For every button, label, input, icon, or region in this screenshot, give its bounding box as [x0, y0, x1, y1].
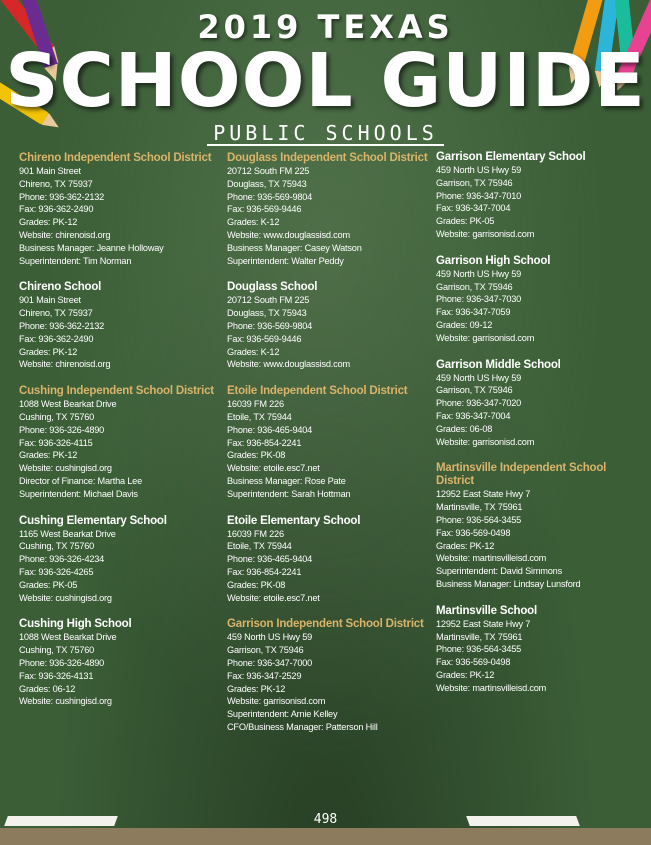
entry-detail-line: Website: martinsvilleisd.com	[436, 682, 547, 693]
entry-detail-line: 459 North US Hwy 59	[436, 165, 522, 175]
entry-detail-line: Fax: 936-854-2241	[227, 566, 302, 577]
entry-detail-line: Grades: PK-12	[436, 540, 495, 551]
entry-detail-line: 901 Main Street	[19, 166, 81, 176]
entry-detail-line: Fax: 936-347-7059	[436, 307, 511, 318]
entry-detail-line: Chireno, TX 75937	[19, 308, 93, 319]
entry-detail-line: Business Manager: Casey Watson	[227, 242, 362, 253]
entry-detail-line: Phone: 936-326-4890	[19, 657, 105, 668]
entry-detail-line: Superintendent: David Simmons	[436, 566, 562, 577]
entry-detail-line: Grades: 09-12	[436, 319, 493, 330]
district-name: Garrison Independent School District	[227, 618, 424, 631]
column-2	[227, 152, 432, 748]
entry-detail-line: Fax: 936-362-2490	[19, 333, 94, 344]
entry-detail-line: Superintendent: Sarah Hottman	[227, 488, 351, 499]
entry-detail-line: Douglass, TX 75943	[227, 178, 307, 189]
school-entry	[19, 515, 224, 605]
entry-detail-line: Phone: 936-362-2132	[19, 320, 105, 331]
school-name: Douglass School	[227, 281, 318, 294]
school-entry	[436, 605, 641, 695]
entry-detail-line: Martinsville, TX 75961	[436, 631, 523, 642]
entry-detail-line: Website: chirenoisd.org	[19, 359, 111, 370]
entry-detail-line: Website: etoile.esc7.net	[227, 463, 320, 474]
page-header	[0, 8, 651, 146]
entry-detail-line: Grades: K-12	[227, 346, 280, 357]
entry-detail-line: Director of Finance: Martha Lee	[19, 475, 142, 486]
entry-detail-line: Garrison, TX 75946	[436, 281, 513, 292]
entry-detail-line: Grades: PK-12	[436, 669, 495, 680]
school-name: Garrison Elementary School	[436, 151, 586, 163]
entry-detail-line: CFO/Business Manager: Patterson Hill	[227, 721, 378, 732]
entry-detail-line: 20712 South FM 225	[227, 295, 310, 306]
school-entry	[436, 359, 641, 449]
entry-detail-line: Phone: 936-347-7020	[436, 398, 522, 409]
entry-detail-line: Garrison, TX 75946	[227, 645, 304, 656]
entry-detail-line: Garrison, TX 75946	[436, 385, 513, 396]
page-number: 498	[313, 812, 338, 827]
entry-detail-line: Fax: 936-347-7004	[436, 410, 511, 421]
entry-detail-line: 1088 West Bearkat Drive	[19, 632, 117, 643]
school-entry	[19, 281, 224, 371]
entry-detail-line: Fax: 936-326-4265	[19, 566, 94, 577]
entry-detail-line: Business Manager: Rose Pate	[227, 475, 346, 486]
entry-detail-line: Superintendent: Tim Norman	[19, 255, 132, 266]
year-line: 2019 TEXAS	[197, 8, 454, 46]
entry-detail-line: 1088 West Bearkat Drive	[19, 399, 117, 410]
entry-detail-line: Fax: 936-362-2490	[19, 204, 94, 215]
entry-detail-line: Phone: 936-465-9404	[227, 554, 313, 565]
entry-detail-line: 16039 FM 226	[227, 399, 284, 410]
district-entry	[227, 152, 432, 267]
entry-detail-line: Superintendent: Arnie Kelley	[227, 709, 338, 720]
entry-detail-line: Phone: 936-326-4890	[19, 424, 105, 435]
section-subtitle: PUBLIC SCHOOLS	[207, 122, 444, 146]
district-name: Chireno Independent School District	[19, 152, 212, 164]
entry-detail-line: Fax: 936-569-0498	[436, 527, 511, 538]
entry-detail-line: Garrison, TX 75946	[436, 177, 513, 188]
entry-detail-line: Chireno, TX 75937	[19, 178, 93, 189]
school-entry	[227, 515, 432, 605]
entry-detail-line: 20712 South FM 225	[227, 166, 310, 176]
entry-detail-line: Website: www.douglassisd.com	[227, 359, 350, 370]
district-entry	[227, 618, 432, 733]
entry-detail-line: Grades: 06-12	[19, 683, 76, 694]
district-name: Martinsville Independent School District	[436, 462, 607, 488]
page-title: SCHOOL GUIDE	[5, 38, 646, 124]
entry-detail-line: Phone: 936-465-9404	[227, 424, 313, 435]
entry-detail-line: Fax: 936-569-9446	[227, 204, 302, 215]
entry-detail-line: Etoile, TX 75944	[227, 541, 292, 552]
entry-detail-line: 12952 East State Hwy 7	[436, 489, 531, 500]
entry-detail-line: Etoile, TX 75944	[227, 411, 292, 422]
entry-detail-line: Grades: PK-05	[19, 579, 78, 590]
entry-detail-line: Website: garrisonisd.com	[436, 436, 535, 447]
school-name: Martinsville School	[436, 604, 538, 617]
entry-detail-line: Grades: PK-12	[19, 346, 78, 357]
entry-detail-line: Fax: 936-326-4115	[19, 437, 93, 448]
entry-detail-line: Phone: 936-347-7000	[227, 657, 313, 668]
entry-detail-line: Grades: PK-12	[19, 450, 78, 461]
school-name: Garrison Middle School	[436, 358, 561, 371]
school-name: Cushing Elementary School	[19, 514, 167, 527]
entry-detail-line: Fax: 936-569-0498	[436, 657, 511, 668]
entry-detail-line: Cushing, TX 75760	[19, 541, 95, 552]
school-name: Etoile Elementary School	[227, 514, 361, 527]
entry-detail-line: Grades: PK-12	[19, 217, 78, 228]
entry-detail-line: Fax: 936-854-2241	[227, 437, 302, 448]
entry-detail-line: Fax: 936-326-4131	[19, 670, 94, 681]
entry-detail-line: 459 North US Hwy 59	[436, 372, 522, 383]
entry-detail-line: Grades: PK-05	[436, 216, 495, 227]
entry-detail-line: Phone: 936-564-3455	[436, 514, 522, 525]
district-entry	[436, 462, 641, 590]
district-name: Etoile Independent School District	[227, 385, 408, 398]
entry-detail-line: 1165 West Bearkat Drive	[19, 528, 116, 539]
district-name: Cushing Independent School District	[19, 385, 214, 398]
entry-detail-line: Website: garrisonisd.com	[436, 332, 535, 343]
entry-detail-line: Website: martinsvilleisd.com	[436, 553, 547, 564]
entry-detail-line: Fax: 936-347-7004	[436, 203, 511, 214]
entry-detail-line: Douglass, TX 75943	[227, 308, 307, 319]
entry-detail-line: Website: garrisonisd.com	[436, 228, 535, 239]
entry-detail-line: Business Manager: Jeanne Holloway	[19, 242, 164, 253]
entry-detail-line: Grades: PK-08	[227, 579, 286, 590]
entry-detail-line: 459 North US Hwy 59	[436, 268, 522, 279]
school-entry	[436, 255, 641, 345]
entry-detail-line: Website: cushingisd.org	[19, 592, 112, 603]
entry-detail-line: Grades: PK-08	[227, 450, 286, 461]
entry-detail-line: Cushing, TX 75760	[19, 645, 95, 656]
entry-detail-line: Business Manager: Lindsay Lunsford	[436, 578, 581, 589]
district-entry	[19, 152, 224, 267]
entry-detail-line: Website: cushingisd.org	[19, 696, 112, 707]
school-entry	[436, 151, 641, 241]
chalk-tray	[0, 828, 651, 845]
entry-detail-line: Fax: 936-347-2529	[227, 670, 302, 681]
entry-detail-line: Phone: 936-347-7030	[436, 294, 522, 305]
entry-detail-line: Website: cushingisd.org	[19, 463, 112, 474]
entry-detail-line: Fax: 936-569-9446	[227, 333, 302, 344]
column-1	[19, 152, 224, 722]
entry-detail-line: 12952 East State Hwy 7	[436, 618, 531, 629]
entry-detail-line: 16039 FM 226	[227, 528, 284, 539]
district-name: Douglass Independent School District	[227, 152, 428, 164]
entry-detail-line: Grades: PK-12	[227, 683, 286, 694]
entry-detail-line: Grades: 06-08	[436, 423, 493, 434]
entry-detail-line: Website: chirenoisd.org	[19, 229, 111, 240]
column-3	[436, 151, 641, 709]
school-entry	[227, 281, 432, 371]
entry-detail-line: Cushing, TX 75760	[19, 411, 95, 422]
entry-detail-line: Website: garrisonisd.com	[227, 696, 326, 707]
school-entry	[19, 618, 224, 708]
entry-detail-line: Phone: 936-326-4234	[19, 554, 105, 565]
school-name: Cushing High School	[19, 618, 132, 631]
entry-detail-line: 459 North US Hwy 59	[227, 632, 313, 643]
entry-detail-line: Phone: 936-569-9804	[227, 320, 313, 331]
district-entry	[19, 385, 224, 500]
entry-detail-line: Grades: K-12	[227, 217, 280, 228]
entry-detail-line: Superintendent: Walter Peddy	[227, 255, 344, 266]
school-name: Chireno School	[19, 281, 102, 294]
entry-detail-line: 901 Main Street	[19, 295, 81, 306]
entry-detail-line: Website: etoile.esc7.net	[227, 592, 320, 603]
entry-detail-line: Phone: 936-564-3455	[436, 644, 522, 655]
district-entry	[227, 385, 432, 500]
entry-detail-line: Phone: 936-347-7010	[436, 190, 522, 201]
entry-detail-line: Martinsville, TX 75961	[436, 502, 523, 513]
entry-detail-line: Superintendent: Michael Davis	[19, 488, 138, 499]
entry-detail-line: Phone: 936-362-2132	[19, 191, 105, 202]
entry-detail-line: Website: www.douglassisd.com	[227, 229, 350, 240]
school-name: Garrison High School	[436, 254, 551, 267]
entry-detail-line: Phone: 936-569-9804	[227, 191, 313, 202]
